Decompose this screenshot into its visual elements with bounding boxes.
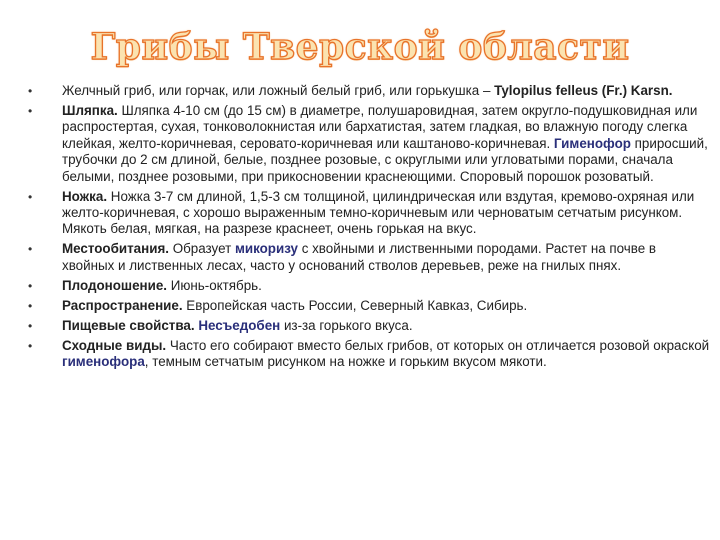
- bullet-icon: •: [28, 298, 33, 313]
- latin-name: Tylopilus felleus (Fr.) Karsn.: [494, 83, 673, 98]
- item-label: Плодоношение.: [62, 277, 167, 293]
- term-link[interactable]: гименофора: [62, 354, 145, 370]
- bullet-list: [28, 83, 710, 374]
- item-text: из-за горького вкуса.: [280, 317, 413, 333]
- item-text: Европейская часть России, Северный Кавказ, Сибирь.: [182, 297, 528, 313]
- bullet-icon: •: [28, 242, 33, 257]
- item-text: , темным сетчатым рисунком на ножке и горьким вкусом мякоти.: [144, 354, 547, 370]
- item-text: с хвойными и лиственными породами. Растет на почве в хвойных и лиственных лесах, часто у оснований стволов деревьев, реже на гнилых пнях.: [62, 241, 657, 273]
- list-item-cap: [28, 103, 710, 185]
- bullet-icon: •: [28, 84, 33, 98]
- item-text: Желчный гриб, или горчак, или ложный белый гриб, или горькушка –: [62, 83, 495, 98]
- bullet-icon: •: [28, 189, 33, 204]
- page-title: Грибы Тверской области: [90, 26, 630, 68]
- list-item-fruiting: [28, 278, 710, 294]
- item-label: Пищевые свойства.: [62, 317, 195, 333]
- list-item-stem: [28, 189, 710, 238]
- term-link[interactable]: Несъедобен: [198, 317, 281, 333]
- item-label: Ножка.: [62, 188, 108, 204]
- list-item-name: [28, 83, 710, 99]
- item-label: Местообитания.: [62, 241, 169, 257]
- bullet-icon: •: [28, 104, 33, 118]
- item-label: Распространение.: [62, 297, 183, 313]
- term-link[interactable]: Гименофор: [553, 135, 631, 151]
- item-text: Ножка 3-7 см длиной, 1,5-3 см толщиной, цилиндрическая или вздутая, кремово-охряная или желто-коричневая, с хорошо выраженным темно-коричневым или черноватым сетчатым рисунком. Мякоть белая, мягкая, на разрезе краснеет, очень горькая на вкус.: [62, 188, 695, 237]
- term-link[interactable]: микоризу: [234, 241, 298, 257]
- item-label: Шляпка.: [62, 103, 118, 118]
- bullet-icon: •: [28, 318, 33, 333]
- item-text: Образует: [168, 241, 235, 257]
- list-item-distribution: [28, 298, 710, 314]
- item-text: приросший, трубочки до 2 см длиной, белые, позднее розовые, с округлыми или угловатыми порами, сначала белыми, позднее розовыми, при прикосновении краснеющими. Споровый порошок розоватый.: [62, 135, 708, 184]
- list-item-habitat: [28, 241, 710, 274]
- item-text: Шляпка 4-10 см (до 15 см) в диаметре, полушаровидная, затем округло-подушковидная или распростертая, сухая, тонковолокнистая или бархатистая, затем гладкая, во влажную погоду слегка клейкая, желто-коричневая, серовато-коричневая или каштаново-коричневая.: [62, 103, 698, 151]
- item-text: Часто его собирают вместо белых грибов, от которых он отличается розовой окраской: [166, 337, 710, 353]
- bullet-icon: •: [28, 338, 33, 353]
- item-text: Июнь-октябрь.: [167, 277, 262, 293]
- bullet-icon: •: [28, 278, 33, 293]
- item-label: Сходные виды.: [62, 337, 167, 353]
- list-item-edibility: [28, 318, 710, 334]
- list-item-similar: [28, 338, 710, 371]
